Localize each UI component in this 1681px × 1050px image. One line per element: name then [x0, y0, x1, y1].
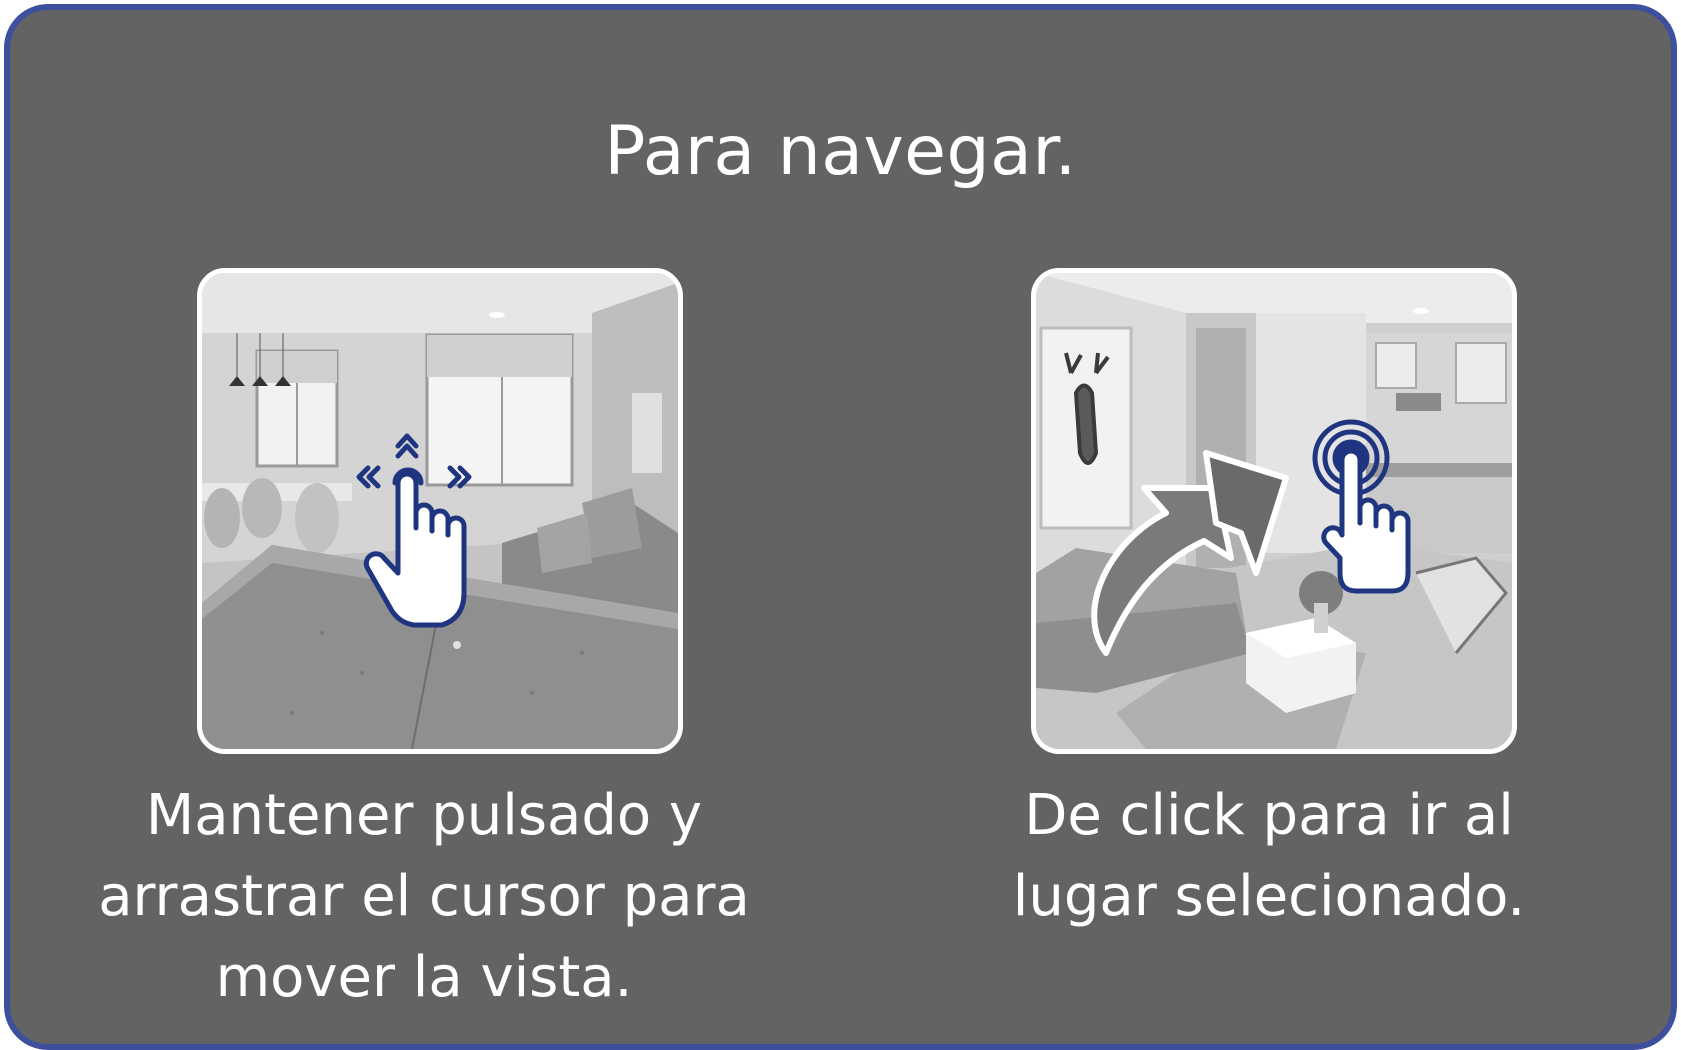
living-dining-room-scene	[202, 273, 678, 749]
drag-instruction-caption: Mantener pulsado y arrastrar el cursor para mover la vista.	[98, 783, 750, 1010]
click-instruction-caption: De click para ir al lugar selecionado.	[1012, 783, 1526, 929]
living-room-kitchen-scene	[1036, 273, 1512, 749]
click-instruction-card	[1031, 268, 1517, 754]
page-title: Para navegar.	[604, 112, 1077, 191]
drag-instruction-card	[197, 268, 683, 754]
